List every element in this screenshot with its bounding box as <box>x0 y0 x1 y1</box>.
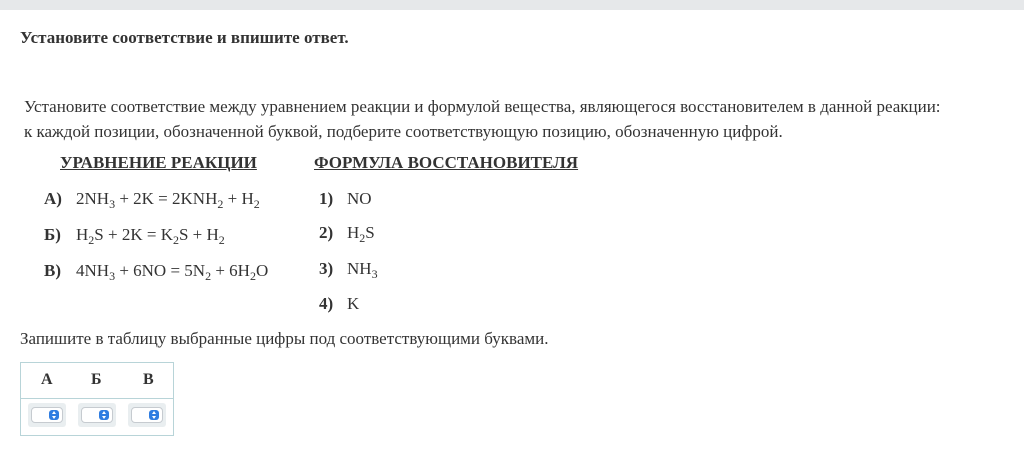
select-arrows-icon <box>149 410 159 420</box>
answer-header-a: А <box>41 371 53 388</box>
task-statement <box>24 94 1014 144</box>
reaction-equation: $2NH_3 + 2K = 2KNH_2 + H_2$ <box>76 189 260 211</box>
reactions-column-header: УРАВНЕНИЕ РЕАКЦИИ <box>60 153 257 172</box>
answer-select-b[interactable] <box>81 407 113 423</box>
answer-instruction: Запишите в таблицу выбранные цифры под соответствующими буквами. <box>20 329 549 348</box>
answer-cell-b <box>78 403 116 427</box>
formula-value: $H_2S$ <box>347 223 375 245</box>
statement-line-2: к каждой позиции, обозначенной буквой, подберите соответствующую позицию, обозначенную цифрой. <box>24 122 783 141</box>
formula-value: K <box>347 294 360 313</box>
answer-table <box>20 362 174 436</box>
select-arrows-icon <box>49 410 59 420</box>
answer-header-b: Б <box>91 371 102 388</box>
answer-header-c: В <box>143 371 154 388</box>
statement-line-1: Установите соответствие между уравнением реакции и формулой вещества, являющегося восстановителем в данной реакции: <box>24 97 941 116</box>
answer-cell-a <box>28 403 66 427</box>
answer-select-a[interactable] <box>31 407 63 423</box>
formula-number: 4) <box>319 294 334 313</box>
reaction-equation: $H_2S + 2K = K_2S + H_2$ <box>76 225 225 247</box>
formulas-column-header: ФОРМУЛА ВОССТАНОВИТЕЛЯ <box>314 153 579 172</box>
formula-value: NO <box>347 189 372 208</box>
formula-number: 3) <box>319 259 334 278</box>
task-title: Установите соответствие и впишите ответ. <box>20 28 349 47</box>
answer-cell-c <box>128 403 166 427</box>
reaction-letter: Б) <box>44 225 61 244</box>
formula-number: 2) <box>319 223 334 242</box>
formula-value: $NH_3$ <box>347 259 378 281</box>
top-bar <box>0 0 1024 10</box>
formula-number: 1) <box>319 189 334 208</box>
reaction-letter: В) <box>44 261 61 280</box>
reaction-equation: $4NH_3 + 6NO = 5N_2 + 6H_2O$ <box>76 261 269 283</box>
answer-select-c[interactable] <box>131 407 163 423</box>
reaction-letter: А) <box>44 189 62 208</box>
answer-table-header <box>21 363 173 399</box>
select-arrows-icon <box>99 410 109 420</box>
